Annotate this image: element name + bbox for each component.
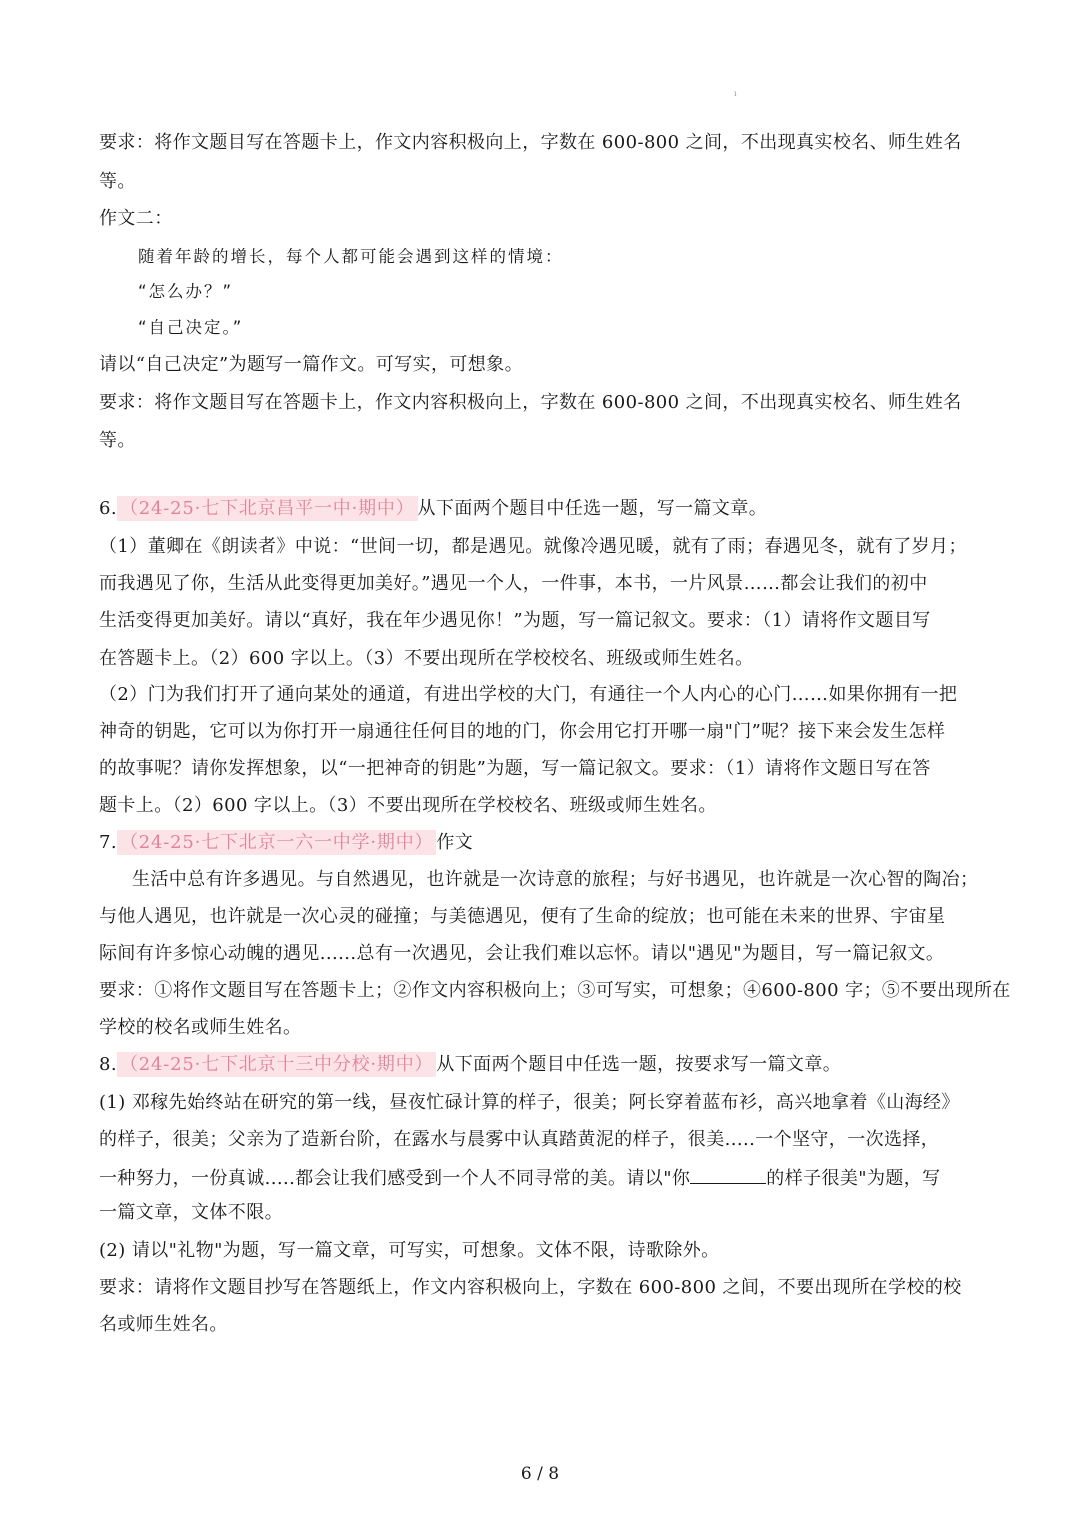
question-6-line: 生活变得更加美好。请以“真好，我在年少遇见你！”为题，写一篇记叙文。要求：（1）请将作文题目写 xyxy=(99,610,931,631)
essay2-quote: “自己决定。” xyxy=(138,318,244,337)
question-8-text: 的样子很美"为题，写 xyxy=(766,1168,941,1189)
requirement-line: 要求：将作文题目写在答题卡上，作文内容积极向上，字数在 600-800 之间，不出现真实校名、师生姓名 xyxy=(99,132,962,153)
question-6-line: 题卡上。（2）600 字以上。（3）不要出现所在学校校名、班级或师生姓名。 xyxy=(99,795,717,816)
question-6-line: 而我遇见了你，生活从此变得更加美好。”遇见一个人，一件事，本书，一片风景……都会让我们的初中 xyxy=(99,573,928,594)
question-6-line: 的故事呢？请你发挥想象，以“一把神奇的钥匙”为题，写一篇记叙文。要求：（1）请将作文题日写在答 xyxy=(99,758,931,779)
fill-in-blank xyxy=(690,1165,766,1184)
question-7-line: 要求：①将作文题目写在答题卡上；②作文内容积极向上；③可写实，可想象；④600-800 字；⑤不要出现所在 xyxy=(99,980,1011,1001)
question-number: 8. xyxy=(99,1054,117,1075)
essay2-paragraph: 随着年龄的增长，每个人都可能会遇到这样的情境： xyxy=(138,247,564,266)
essay2-quote: “怎么办？” xyxy=(138,282,234,301)
question-number: 7. xyxy=(99,832,117,853)
question-8-line xyxy=(99,1165,989,1191)
question-intro: 从下面两个题目中任选一题，写一篇文章。 xyxy=(417,498,768,519)
question-8-line: 名或师生姓名。 xyxy=(99,1314,228,1335)
requirement-line: 等。 xyxy=(99,430,136,451)
source-tag: （24-25·七下北京一六一中学·期中） xyxy=(117,830,436,855)
question-7-line: 际间有许多惊心动魄的遇见......总有一次遇见，会让我们难以忘怀。请以"遇见"为题目，写一篇记叙文。 xyxy=(99,943,945,964)
question-intro: 作文 xyxy=(436,832,474,853)
source-tag: （24-25·七下北京昌平一中·期中） xyxy=(117,496,418,521)
essay2-prompt: 请以“自己决定”为题写一篇作文。可写实，可想象。 xyxy=(99,354,524,375)
question-6-line: （1）董卿在《朗读者》中说：“世间一切，都是遇见。就像冷遇见暖，就有了雨；春遇见冬，就有了岁月； xyxy=(99,536,967,557)
question-8-text: 一种努力，一份真诚.....都会让我们感受到一个人不同寻常的美。请以"你 xyxy=(99,1168,691,1189)
page-number: 6 / 8 xyxy=(520,1464,560,1484)
question-8-header xyxy=(99,1053,989,1077)
question-6-line: （2）门为我们打开了通向某处的通道，有进出学校的大门，有通往一个人内心的心门……如果你拥有一把 xyxy=(99,684,958,705)
question-7-line: 学校的校名或师生姓名。 xyxy=(99,1017,302,1038)
question-7-line: 与他人遇见，也许就是一次心灵的碰撞；与美德遇见，便有了生命的绽放；也可能在未来的世界、宇宙星 xyxy=(99,906,946,927)
question-7-line: 生活中总有许多遇见。与自然遇见，也许就是一次诗意的旅程；与好书遇见，也许就是一次心智的陶冶； xyxy=(132,869,979,890)
requirement-line: 等。 xyxy=(99,171,136,192)
question-8-line: 一篇文章，文体不限。 xyxy=(99,1202,283,1223)
question-8-line: 要求：请将作文题目抄写在答题纸上，作文内容积极向上，字数在 600-800 之间，不要出现所在学校的校 xyxy=(99,1277,962,1298)
question-6-line: 在答题卡上。（2）600 字以上。（3）不要出现所在学校校名、班级或师生姓名。 xyxy=(99,648,754,669)
question-7-header xyxy=(99,831,989,855)
corner-mark: ı xyxy=(734,89,737,98)
question-8-line: (2) 请以"礼物"为题，写一篇文章，可写实，可想象。文体不限，诗歌除外。 xyxy=(99,1240,720,1261)
question-8-line: 的样子，很美；父亲为了造新台阶，在露水与晨雾中认真踏黄泥的样子，很美.....一个坚守，一次选择， xyxy=(99,1129,940,1150)
question-number: 6. xyxy=(99,498,117,519)
question-6-header xyxy=(99,497,989,521)
source-tag: （24-25·七下北京十三中分校·期中） xyxy=(117,1052,436,1077)
requirement-line: 要求：将作文题目写在答题卡上，作文内容积极向上，字数在 600-800 之间，不出现真实校名、师生姓名 xyxy=(99,392,962,413)
question-intro: 从下面两个题目中任选一题，按要求写一篇文章。 xyxy=(436,1054,842,1075)
question-6-line: 神奇的钥匙，它可以为你打开一扇通往任何目的地的门，你会用它打开哪一扇"门”呢？接下来会发生怎样 xyxy=(99,721,946,742)
essay2-title: 作文二： xyxy=(99,208,173,229)
question-8-line: (1) 邓稼先始终站在研究的第一线，昼夜忙碌计算的样子，很美；阿长穿着蓝布衫，高兴地拿着《山海经》 xyxy=(99,1092,960,1113)
